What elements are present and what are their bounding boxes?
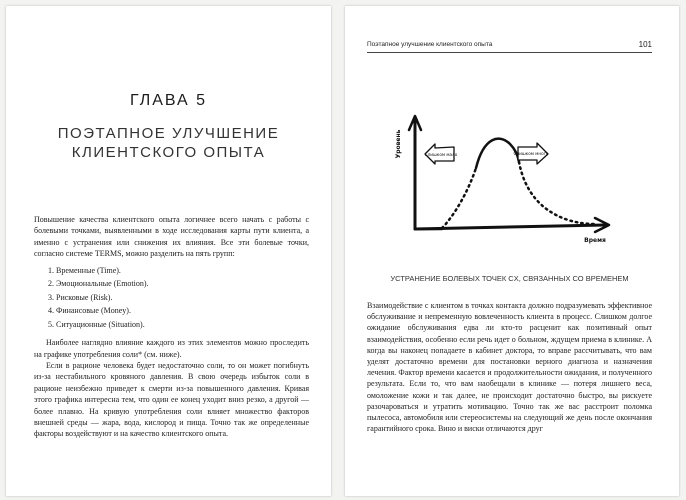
too-little-label: Слишком мало [424, 152, 458, 157]
list-item: 2. Эмоциональные (Emotion). [56, 277, 309, 291]
running-head [367, 41, 652, 48]
paragraph: Наиболее наглядно влияние каждого из этих элементов можно проследить на графике употребления соли* (см. ниже). [34, 338, 309, 359]
intro-paragraph: Повышение качества клиентского опыта логичнее всего начать с работы с болевыми точками, выявленными в ходе исследования карты пути клиента, а именно с устранения или снижения их влияния. Все эти болевые точки, согласно системе TERMS, можно разделить на пять групп: [34, 215, 309, 259]
left-page [6, 6, 331, 496]
chapter-number: ГЛАВА 5 [129, 92, 208, 109]
list-item: 1. Временные (Time). [56, 264, 309, 278]
salt-curve-chart [390, 104, 640, 254]
chapter-title [46, 124, 291, 162]
chapter-title-line1: ПОЭТАПНОЕ УЛУЧШЕНИЕ [57, 125, 280, 142]
running-head-title: Поэтапное улучшение клиентского опыта [367, 41, 493, 48]
x-axis-label: Время [584, 237, 606, 244]
pain-point-list [34, 264, 309, 332]
chapter-title-line2: КЛИЕНТСКОГО ОПЫТА [71, 144, 266, 161]
right-page [345, 6, 679, 496]
list-item: 5. Ситуационные (Situation). [56, 318, 309, 332]
figure-caption: УСТРАНЕНИЕ БОЛЕВЫХ ТОЧЕК CX, СВЯЗАННЫХ СО ВРЕМЕНЕМ [390, 274, 629, 283]
paragraph: Взаимодействие с клиентом в точках контакта должно подразумевать эффективное обслуживание и непременную вовлеченность клиента в процесс. Слишком долгое ожидание обслуживания едва ли кто-то расценит как позитивный опыт взаимодействия, особенно если речь идет о больном, ждущем приема в клинике. А когда вы наконец попадаете в кабинет доктора, то вправе рассчитывать, что вам уделят достаточно времени для постановки верного диагноза и назначения лечения. Фактор времени касается и продолжительности ожидания, и полученного результата. Если то, что вам наобещали в клинике — потеря лишнего веса, омоложение кожи и так далее, не происходит достаточно быстро, вы рискуете разочароваться и утратить мотивацию. Точно так же вас расстроит поломка пылесоса, автомобиля или стереосистемы на следующий же день после окончания гарантийного срока. Вино и виски отличаются друг [367, 301, 652, 434]
paragraph: Если в рационе человека будет недостаточно соли, то он может погибнуть из-за нестабильного кровяного давления. В свою очередь избыток соли в рационе неизбежно приведет к смерти из-за повышенного давления. Кривая этого графика интересна тем, что один ее конец уходит вниз резко, а другой — более плавно. На кривую употребления соли влияет множество факторов внешней среды — жара, вода, кислород и пища. Точно так же определенные факторы воздействуют и на качество клиентского опыта. [34, 360, 309, 439]
too-much-label: Слишком много [513, 151, 549, 156]
right-body-text [367, 300, 652, 434]
list-item: 4. Финансовые (Money). [56, 304, 309, 318]
header-rule [367, 52, 652, 53]
y-axis-label: Уровень [395, 129, 402, 159]
left-body-text [34, 214, 309, 440]
curve-dotted-right [519, 162, 595, 224]
page-number: 101 [638, 40, 652, 49]
curve-dotted-left [442, 168, 476, 228]
list-item: 3. Рисковые (Risk). [56, 291, 309, 305]
